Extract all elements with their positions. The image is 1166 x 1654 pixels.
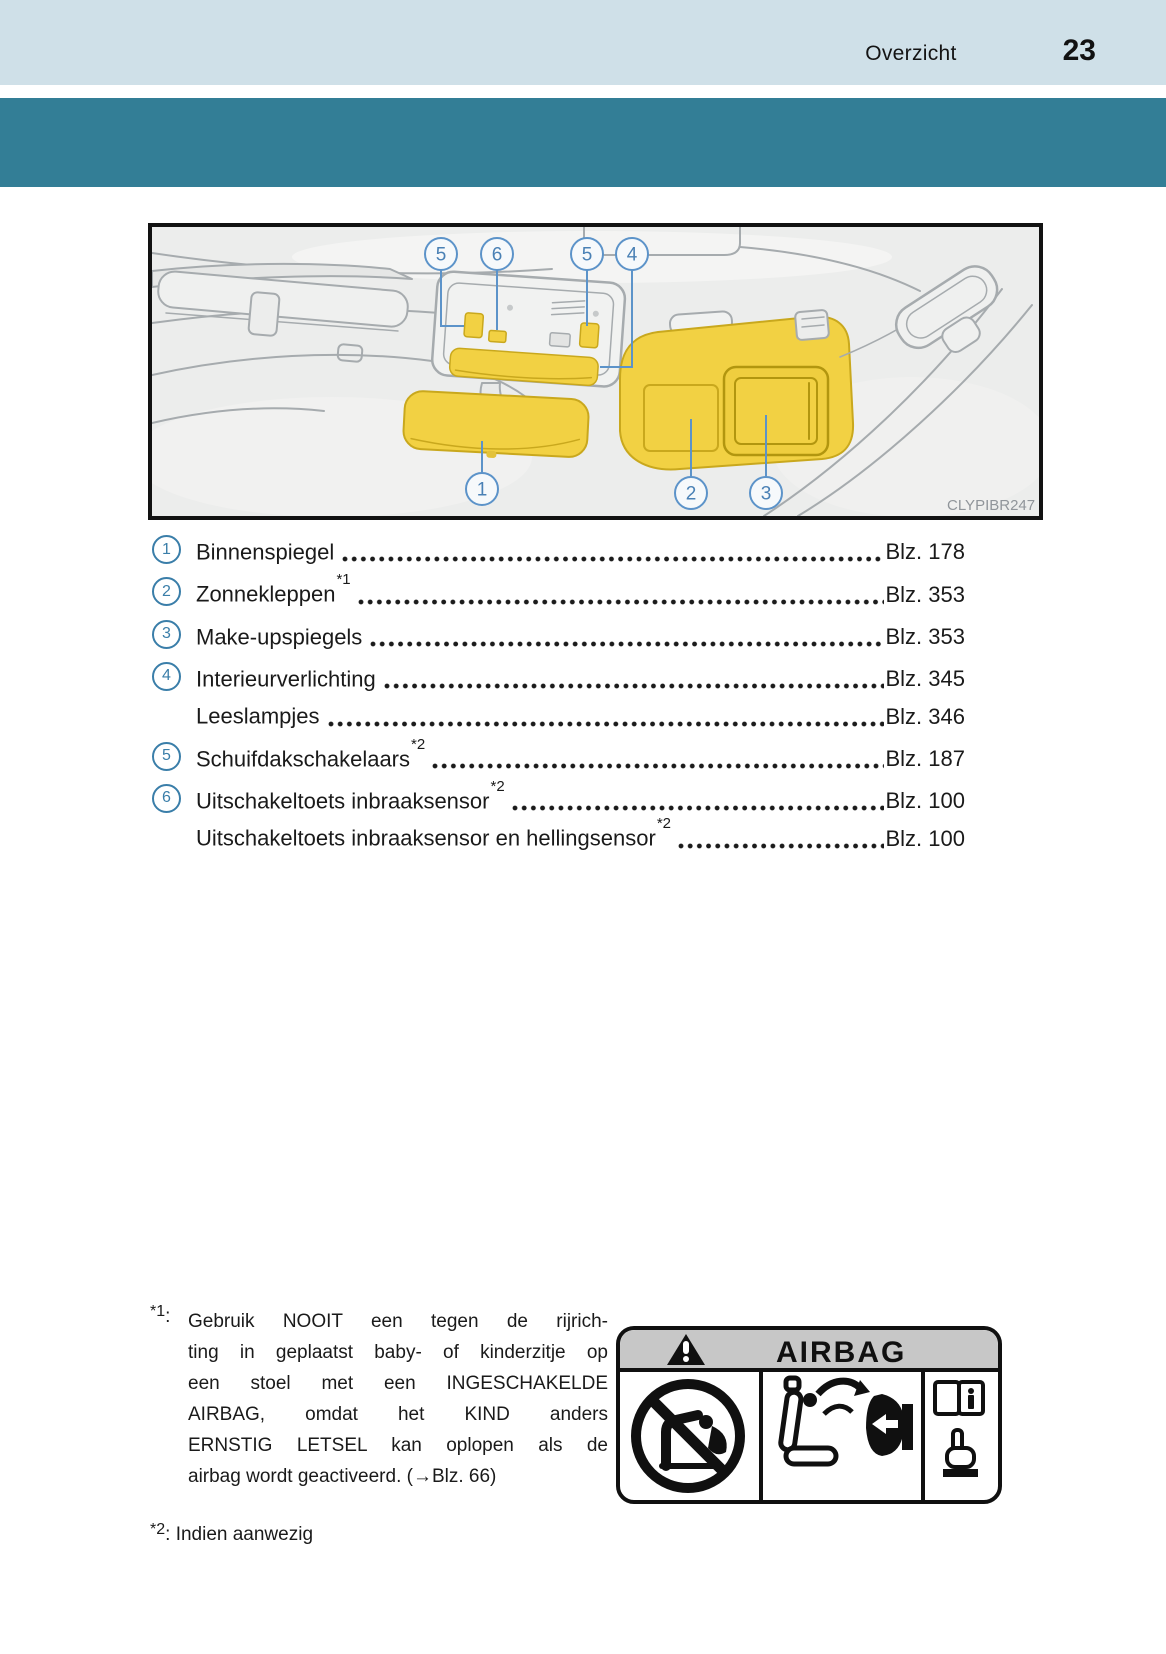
dotted-leader <box>512 805 884 811</box>
page-reference: Blz. 100 <box>885 825 965 851</box>
overhead-console <box>431 271 626 388</box>
section-title: Overzicht <box>865 42 957 65</box>
page-reference: Blz. 353 <box>885 581 965 607</box>
item-number-badge: 3 <box>152 620 181 649</box>
footnote-2-text: Indien aanwezig <box>175 1524 314 1545</box>
feature-list <box>152 531 965 860</box>
dotted-leader <box>358 599 884 605</box>
callout-number: 1 <box>476 479 488 501</box>
page-header <box>0 0 1166 85</box>
item-number-badge: 6 <box>152 784 181 813</box>
intrusion-sensor-off-button <box>489 330 507 342</box>
interior-overview-diagram <box>148 223 1043 520</box>
teal-divider-band <box>0 98 1166 187</box>
item-number-badge: 2 <box>152 577 181 606</box>
callout-number: 6 <box>491 244 503 266</box>
page-reference: Blz. 346 <box>885 703 965 729</box>
callout-number: 4 <box>626 244 638 266</box>
interior-diagram-art <box>152 227 1039 516</box>
item-label: Zonnekleppen <box>196 581 336 607</box>
item-number-badge: 5 <box>152 742 181 771</box>
diagram-watermark: CLYPIBR247 <box>947 497 1036 514</box>
item-label: Uitschakeltoets inbraaksensor <box>196 788 490 814</box>
item-label: Schuifdakschakelaars <box>196 745 411 771</box>
footnote-marker: *2 <box>150 1521 166 1538</box>
footnote-2: $^{*2}$: Indien aanwezig <box>150 1521 314 1545</box>
airbag-warning-label <box>616 1326 1002 1504</box>
callout-number: 5 <box>435 244 447 266</box>
callout-number: 5 <box>581 244 593 266</box>
page-reference: Blz. 178 <box>885 539 965 565</box>
airbag-label-title: AIRBAG <box>776 1336 907 1369</box>
item-label: Binnenspiegel <box>196 539 335 565</box>
sunroof-switch-left <box>464 313 484 338</box>
callout-number: 2 <box>685 483 697 505</box>
item-label: Uitschakeltoets inbraaksensor en hellingsensor <box>196 825 656 851</box>
dotted-leader <box>432 763 883 769</box>
item-number-badge: 4 <box>152 662 181 691</box>
visor-latch <box>248 292 280 336</box>
page-number: 23 <box>1062 34 1096 67</box>
footnote-1-text: Gebruik NOOIT een tegen de rijrich- ting in geplaatst baby- of kinderzitje op een stoel met een INGESCHAKELDE AIRBAG, omdat het KIND anders ERNSTIG LETSEL kan oplopen als de airbag wordt geactiveerd. (→Blz. 66) <box>188 1311 608 1487</box>
page-reference: Blz. 353 <box>885 623 965 649</box>
page-reference: Blz. 100 <box>885 788 965 814</box>
footnote-marker: *1 <box>150 1303 166 1320</box>
dotted-leader <box>384 683 884 689</box>
list-item: 5 Schuifdakschakelaars$^{*2}$ Blz. 187 <box>152 738 965 775</box>
dotted-leader <box>678 843 884 849</box>
list-item <box>152 616 965 653</box>
item-label: Interieurverlichting <box>196 666 376 692</box>
sunroof-switch-right <box>579 323 599 348</box>
dotted-leader <box>328 721 884 727</box>
dotted-leader <box>370 641 883 647</box>
list-item <box>152 658 965 733</box>
list-item <box>152 531 965 568</box>
dotted-leader <box>342 556 883 562</box>
list-item: 2 Zonnekleppen$^{*1}$ Blz. 353 <box>152 573 965 610</box>
item-label: Make-upspiegels <box>196 623 363 649</box>
item-label: Leeslampjes <box>196 703 320 729</box>
footnote-1: $^{*1}$: Gebruik NOOIT een tegen de rijrich- ting in geplaatst baby- of kinderzitje op een stoel met een INGESCHAKELDE AIRBAG, omdat het KIND anders ERNSTIG LETSEL kan oplopen als de airbag wordt geactiveerd. (→Blz. 66) <box>150 1306 628 1492</box>
item-number-badge: 1 <box>152 535 181 564</box>
callout-number: 3 <box>760 483 772 505</box>
page-reference: Blz. 345 <box>885 666 965 692</box>
list-item: 6 Uitschakeltoets inbraaksensor$^{*2}$ Blz. 100 Uitschakeltoets inbraaksensor en hellingsensor$^{*2}$ Blz. 100 <box>152 780 965 855</box>
page-reference: Blz. 187 <box>885 745 965 771</box>
